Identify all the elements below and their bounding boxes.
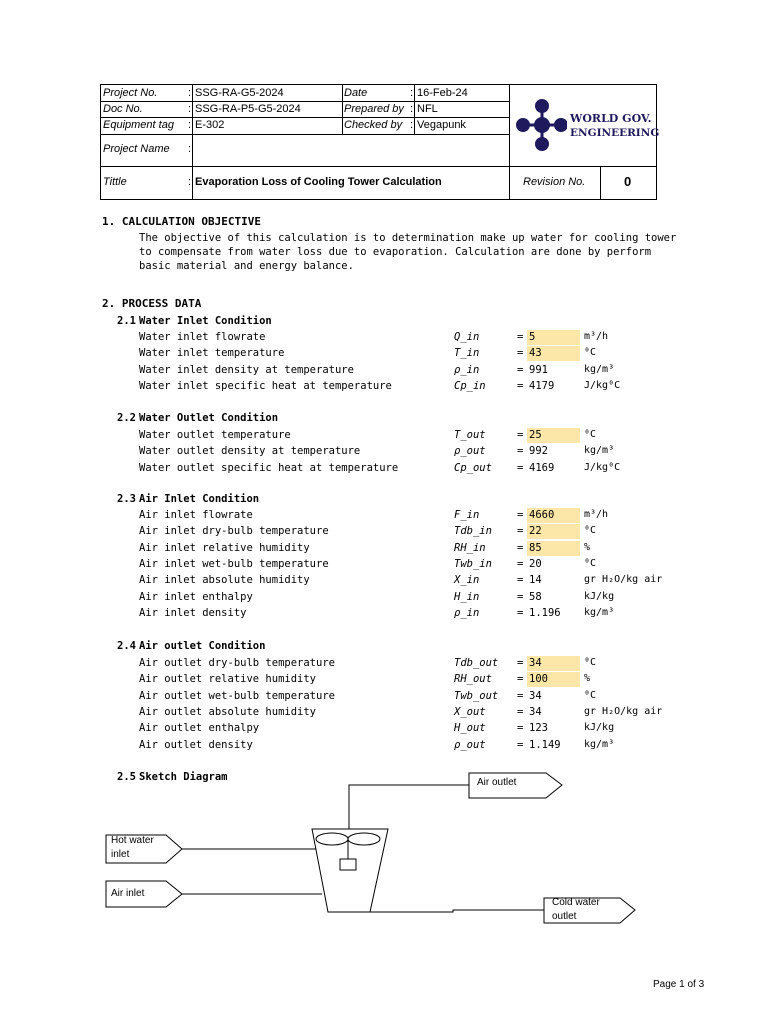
project-name-label: Project Name (103, 143, 170, 155)
param-equals: = (517, 380, 524, 392)
colon: : (188, 176, 192, 188)
subsection-number: 2.5 (117, 771, 136, 783)
param-label: Water inlet density at temperature (139, 364, 354, 376)
title-label: Tittle (103, 176, 127, 188)
param-label: Water outlet specific heat at temperature (139, 462, 399, 474)
colon: : (188, 143, 192, 155)
subsection-number: 2.4 (117, 640, 136, 652)
param-value: 14 (529, 574, 542, 586)
param-unit: J/kg⁰C (584, 380, 621, 391)
colon: : (410, 87, 414, 99)
param-equals: = (517, 558, 524, 570)
subsection-title: Sketch Diagram (139, 771, 228, 783)
checked-by-label: Checked by (344, 119, 403, 131)
doc-no-label: Doc No. (103, 103, 143, 115)
param-symbol: Twb_out (454, 690, 499, 702)
objective-line: The objective of this calculation is to determination make up water for cooling tower (139, 232, 677, 244)
param-equals: = (517, 591, 524, 603)
param-value: 4179 (529, 380, 555, 392)
param-equals: = (517, 657, 524, 669)
param-unit: m³/h (584, 331, 609, 342)
param-equals: = (517, 690, 524, 702)
param-label: Air inlet wet-bulb temperature (139, 558, 329, 570)
revision-label: Revision No. (523, 176, 586, 188)
project-no-value: SSG-RA-G5-2024 (195, 87, 284, 99)
param-equals: = (517, 722, 524, 734)
param-symbol: Tdb_in (454, 525, 492, 537)
param-symbol: Cp_out (454, 462, 492, 474)
title-value: Evaporation Loss of Cooling Tower Calculation (195, 176, 442, 188)
param-equals: = (517, 574, 524, 586)
param-label: Air outlet dry-bulb temperature (139, 657, 335, 669)
header-table (100, 84, 660, 200)
param-label: Air outlet density (139, 739, 253, 751)
param-equals: = (517, 739, 524, 751)
param-value: 4660 (527, 508, 580, 523)
air-outlet-label: Air outlet (477, 777, 517, 788)
param-equals: = (517, 607, 524, 619)
param-value: 43 (527, 346, 580, 361)
param-label: Water inlet temperature (139, 347, 285, 359)
revision-value: 0 (624, 174, 632, 189)
param-symbol: T_out (454, 429, 486, 441)
company-name-line2: ENGINEERING (570, 127, 660, 139)
param-equals: = (517, 364, 524, 376)
param-equals: = (517, 331, 524, 343)
subsection-number: 2.1 (117, 315, 136, 327)
company-name-line1: WORLD GOV. (570, 112, 652, 125)
param-symbol: RH_in (454, 542, 486, 554)
air-inlet-label: Air inlet (111, 888, 145, 899)
sketch-diagram (100, 765, 660, 935)
param-equals: = (517, 462, 524, 474)
param-label: Air outlet wet-bulb temperature (139, 690, 335, 702)
param-symbol: F_in (454, 509, 480, 521)
param-unit: kg/m³ (584, 445, 615, 456)
param-value: 25 (527, 428, 580, 443)
equipment-tag-value: E-302 (195, 119, 225, 131)
param-value: 58 (529, 591, 542, 603)
section1-heading: 1. CALCULATION OBJECTIVE (102, 215, 261, 228)
param-value: 991 (529, 364, 548, 376)
param-value: 123 (529, 722, 548, 734)
param-value: 1.149 (529, 739, 561, 751)
param-symbol: Cp_in (454, 380, 486, 392)
param-symbol: ρ_out (454, 445, 486, 457)
param-unit: kJ/kg (584, 722, 615, 733)
param-unit: gr H₂O/kg air (584, 706, 663, 717)
param-symbol: ρ_in (454, 607, 480, 619)
hot-water-label-2: inlet (111, 849, 130, 860)
prepared-by-label: Prepared by (344, 103, 404, 115)
param-value: 34 (529, 706, 542, 718)
equipment-tag-label: Equipment tag (103, 119, 174, 131)
param-value: 100 (527, 672, 580, 687)
param-value: 22 (527, 524, 580, 539)
param-value: 20 (529, 558, 542, 570)
param-symbol: RH_out (454, 673, 492, 685)
cold-water-label-1: Cold water (552, 897, 600, 908)
page-number: Page 1 of 3 (653, 979, 705, 990)
param-equals: = (517, 542, 524, 554)
param-equals: = (517, 525, 524, 537)
subsection-title: Water Outlet Condition (139, 412, 279, 424)
objective-line: basic material and energy balance. (139, 260, 354, 272)
param-value: 34 (527, 656, 580, 671)
param-value: 992 (529, 445, 548, 457)
param-unit: ⁰C (584, 558, 597, 569)
project-no-label: Project No. (103, 87, 158, 99)
colon: : (410, 103, 414, 115)
cold-water-label-2: outlet (552, 911, 577, 922)
param-symbol: Twb_in (454, 558, 492, 570)
param-unit: J/kg⁰C (584, 462, 621, 473)
param-equals: = (517, 347, 524, 359)
param-symbol: X_in (454, 574, 480, 586)
cold-water-line (370, 910, 544, 912)
param-label: Air inlet absolute humidity (139, 574, 310, 586)
company-logo-icon (515, 97, 567, 155)
param-equals: = (517, 509, 524, 521)
colon: : (188, 103, 192, 115)
subsection-title: Air outlet Condition (139, 640, 266, 652)
param-unit: kg/m³ (584, 739, 615, 750)
hot-water-label-1: Hot water (111, 835, 154, 846)
subsection-title: Water Inlet Condition (139, 315, 272, 327)
colon: : (410, 119, 414, 131)
param-value: 5 (527, 330, 580, 345)
checked-by-value: Vegapunk (417, 119, 466, 131)
section2-heading: 2. PROCESS DATA (102, 297, 202, 310)
param-equals: = (517, 429, 524, 441)
param-symbol: ρ_out (454, 739, 486, 751)
param-equals: = (517, 673, 524, 685)
param-value: 34 (529, 690, 542, 702)
param-label: Water outlet density at temperature (139, 445, 361, 457)
param-value: 1.196 (529, 607, 561, 619)
date-value: 16-Feb-24 (417, 87, 468, 99)
param-symbol: T_in (454, 347, 480, 359)
subsection-title: Air Inlet Condition (139, 493, 260, 505)
objective-line: to compensate from water loss due to evaporation. Calculation are done by perform (139, 246, 652, 258)
param-symbol: H_in (454, 591, 480, 603)
subsection-number: 2.3 (117, 493, 136, 505)
param-symbol: Q_in (454, 331, 480, 343)
param-label: Water outlet temperature (139, 429, 291, 441)
param-unit: ⁰C (584, 347, 597, 358)
param-label: Air inlet dry-bulb temperature (139, 525, 329, 537)
date-label: Date (344, 87, 368, 99)
param-unit: kJ/kg (584, 591, 615, 602)
param-label: Air inlet relative humidity (139, 542, 310, 554)
param-symbol: Tdb_out (454, 657, 499, 669)
param-unit: m³/h (584, 509, 609, 520)
param-symbol: X_out (454, 706, 486, 718)
param-unit: ⁰C (584, 525, 597, 536)
param-value: 4169 (529, 462, 555, 474)
param-unit: gr H₂O/kg air (584, 574, 663, 585)
param-label: Water inlet flowrate (139, 331, 266, 343)
colon: : (188, 87, 192, 99)
param-unit: ⁰C (584, 690, 597, 701)
param-symbol: H_out (454, 722, 486, 734)
param-unit: kg/m³ (584, 607, 615, 618)
param-value: 85 (527, 541, 580, 556)
param-unit: ⁰C (584, 429, 597, 440)
subsection-number: 2.2 (117, 412, 136, 424)
param-label: Air outlet absolute humidity (139, 706, 317, 718)
param-unit: kg/m³ (584, 364, 615, 375)
param-label: Air inlet density (139, 607, 247, 619)
param-label: Air outlet enthalpy (139, 722, 260, 734)
param-label: Air inlet enthalpy (139, 591, 253, 603)
prepared-by-value: NFL (417, 103, 438, 115)
param-symbol: ρ_in (454, 364, 480, 376)
param-label: Air inlet flowrate (139, 509, 253, 521)
param-unit: % (584, 673, 591, 684)
param-unit: % (584, 542, 591, 553)
doc-no-value: SSG-RA-P5-G5-2024 (195, 103, 301, 115)
param-equals: = (517, 706, 524, 718)
param-label: Water inlet specific heat at temperature (139, 380, 392, 392)
param-unit: ⁰C (584, 657, 597, 668)
param-label: Air outlet relative humidity (139, 673, 317, 685)
param-equals: = (517, 445, 524, 457)
colon: : (188, 119, 192, 131)
